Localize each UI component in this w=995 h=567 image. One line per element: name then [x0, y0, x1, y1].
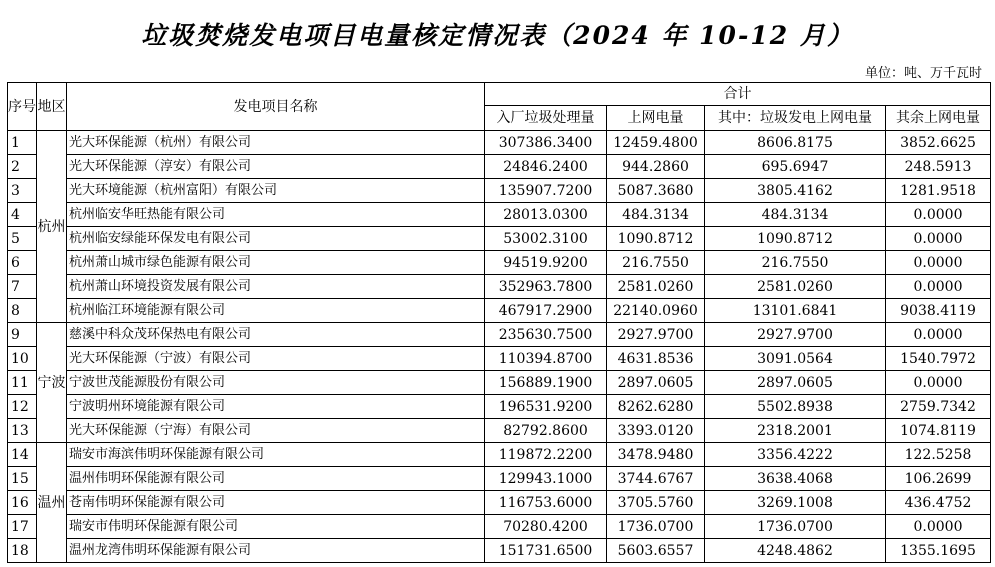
- garbage-grid-power: 3805.4162: [705, 179, 886, 203]
- project-name: 光大环境能源（杭州富阳）有限公司: [67, 179, 485, 203]
- other-grid-power: 106.2699: [886, 467, 991, 491]
- grid-power: 5087.3680: [607, 179, 705, 203]
- table-row: [8, 515, 991, 539]
- other-grid-power: 436.4752: [886, 491, 991, 515]
- grid-power: 2927.9700: [607, 323, 705, 347]
- garbage-grid-power: 3356.4222: [705, 443, 886, 467]
- garbage-grid-power: 2581.0260: [705, 275, 886, 299]
- grid-power: 3705.5760: [607, 491, 705, 515]
- other-grid-power: 248.5913: [886, 155, 991, 179]
- table-row: [8, 131, 991, 155]
- other-grid-power: 1281.9518: [886, 179, 991, 203]
- region-cell: 杭州: [37, 131, 67, 323]
- header-grid: 上网电量: [607, 106, 705, 131]
- header-project-name: 发电项目名称: [67, 83, 485, 131]
- other-grid-power: 0.0000: [886, 227, 991, 251]
- garbage-grid-power: 8606.8175: [705, 131, 886, 155]
- garbage-grid-power: 484.3134: [705, 203, 886, 227]
- grid-power: 22140.0960: [607, 299, 705, 323]
- row-index: 7: [8, 275, 37, 299]
- header-garbage-grid: 其中：垃圾发电上网电量: [705, 106, 886, 131]
- garbage-grid-power: 3091.0564: [705, 347, 886, 371]
- project-name: 杭州临安绿能环保发电有限公司: [67, 227, 485, 251]
- waste-volume: 307386.3400: [485, 131, 607, 155]
- row-index: 1: [8, 131, 37, 155]
- row-index: 10: [8, 347, 37, 371]
- other-grid-power: 0.0000: [886, 515, 991, 539]
- row-index: 5: [8, 227, 37, 251]
- row-index: 9: [8, 323, 37, 347]
- garbage-grid-power: 2897.0605: [705, 371, 886, 395]
- waste-volume: 24846.2400: [485, 155, 607, 179]
- header-region: 地区: [37, 83, 67, 131]
- row-index: 4: [8, 203, 37, 227]
- other-grid-power: 122.5258: [886, 443, 991, 467]
- grid-power: 3393.0120: [607, 419, 705, 443]
- grid-power: 8262.6280: [607, 395, 705, 419]
- garbage-grid-power: 5502.8938: [705, 395, 886, 419]
- garbage-grid-power: 695.6947: [705, 155, 886, 179]
- garbage-grid-power: 1736.0700: [705, 515, 886, 539]
- waste-volume: 119872.2200: [485, 443, 607, 467]
- other-grid-power: 3852.6625: [886, 131, 991, 155]
- row-index: 18: [8, 539, 37, 563]
- table-row: [8, 395, 991, 419]
- row-index: 17: [8, 515, 37, 539]
- waste-volume: 151731.6500: [485, 539, 607, 563]
- grid-power: 2897.0605: [607, 371, 705, 395]
- row-index: 15: [8, 467, 37, 491]
- waste-volume: 135907.7200: [485, 179, 607, 203]
- waste-volume: 129943.1000: [485, 467, 607, 491]
- other-grid-power: 0.0000: [886, 323, 991, 347]
- grid-power: 1736.0700: [607, 515, 705, 539]
- waste-volume: 156889.1900: [485, 371, 607, 395]
- table-row: [8, 275, 991, 299]
- project-name: 光大环保能源（宁波）有限公司: [67, 347, 485, 371]
- table-row: [8, 347, 991, 371]
- table-row: [8, 155, 991, 179]
- region-cell: 温州: [37, 443, 67, 563]
- other-grid-power: 0.0000: [886, 203, 991, 227]
- table-row: [8, 179, 991, 203]
- project-name: 慈溪中科众茂环保热电有限公司: [67, 323, 485, 347]
- table-row: [8, 371, 991, 395]
- project-name: 杭州萧山城市绿色能源有限公司: [67, 251, 485, 275]
- waste-volume: 467917.2900: [485, 299, 607, 323]
- unit-note: 单位：吨、万千瓦时: [864, 66, 982, 81]
- table-row: [8, 491, 991, 515]
- waste-volume: 94519.9200: [485, 251, 607, 275]
- table-row: [8, 203, 991, 227]
- waste-volume: 196531.9200: [485, 395, 607, 419]
- header-waste: 入厂垃圾处理量: [485, 106, 607, 131]
- other-grid-power: 0.0000: [886, 275, 991, 299]
- project-name: 宁波明州环境能源有限公司: [67, 395, 485, 419]
- grid-power: 3478.9480: [607, 443, 705, 467]
- other-grid-power: 2759.7342: [886, 395, 991, 419]
- other-grid-power: 1540.7972: [886, 347, 991, 371]
- project-name: 温州龙湾伟明环保能源有限公司: [67, 539, 485, 563]
- garbage-grid-power: 3269.1008: [705, 491, 886, 515]
- project-name: 光大环保能源（淳安）有限公司: [67, 155, 485, 179]
- header-total: 合计: [485, 83, 991, 106]
- waste-volume: 28013.0300: [485, 203, 607, 227]
- project-name: 光大环保能源（宁海）有限公司: [67, 419, 485, 443]
- project-name: 宁波世茂能源股份有限公司: [67, 371, 485, 395]
- project-name: 苍南伟明环保能源有限公司: [67, 491, 485, 515]
- row-index: 8: [8, 299, 37, 323]
- other-grid-power: 0.0000: [886, 251, 991, 275]
- row-index: 3: [8, 179, 37, 203]
- garbage-grid-power: 2927.9700: [705, 323, 886, 347]
- row-index: 16: [8, 491, 37, 515]
- row-index: 13: [8, 419, 37, 443]
- garbage-grid-power: 3638.4068: [705, 467, 886, 491]
- table-row: [8, 539, 991, 563]
- table-row: [8, 251, 991, 275]
- grid-power: 944.2860: [607, 155, 705, 179]
- other-grid-power: 1074.8119: [886, 419, 991, 443]
- project-name: 温州伟明环保能源有限公司: [67, 467, 485, 491]
- table-row: [8, 443, 991, 467]
- grid-power: 1090.8712: [607, 227, 705, 251]
- table-row: [8, 227, 991, 251]
- project-name: 光大环保能源（杭州）有限公司: [67, 131, 485, 155]
- grid-power: 5603.6557: [607, 539, 705, 563]
- table-row: [8, 467, 991, 491]
- grid-power: 12459.4800: [607, 131, 705, 155]
- waste-volume: 70280.4200: [485, 515, 607, 539]
- garbage-grid-power: 216.7550: [705, 251, 886, 275]
- project-name: 杭州临江环境能源有限公司: [67, 299, 485, 323]
- row-index: 2: [8, 155, 37, 179]
- grid-power: 216.7550: [607, 251, 705, 275]
- data-table: [7, 82, 991, 563]
- grid-power: 3744.6767: [607, 467, 705, 491]
- row-index: 11: [8, 371, 37, 395]
- row-index: 14: [8, 443, 37, 467]
- grid-power: 484.3134: [607, 203, 705, 227]
- project-name: 杭州临安华旺热能有限公司: [67, 203, 485, 227]
- waste-volume: 53002.3100: [485, 227, 607, 251]
- header-seq: 序号: [8, 83, 37, 131]
- header-row-top: [8, 83, 991, 106]
- garbage-grid-power: 13101.6841: [705, 299, 886, 323]
- waste-volume: 116753.6000: [485, 491, 607, 515]
- garbage-grid-power: 4248.4862: [705, 539, 886, 563]
- row-index: 12: [8, 395, 37, 419]
- waste-volume: 235630.7500: [485, 323, 607, 347]
- region-cell: 宁波: [37, 323, 67, 443]
- grid-power: 2581.0260: [607, 275, 705, 299]
- table-row: [8, 419, 991, 443]
- grid-power: 4631.8536: [607, 347, 705, 371]
- project-name: 杭州萧山环境投资发展有限公司: [67, 275, 485, 299]
- waste-volume: 82792.8600: [485, 419, 607, 443]
- waste-volume: 352963.7800: [485, 275, 607, 299]
- project-name: 瑞安市伟明环保能源有限公司: [67, 515, 485, 539]
- other-grid-power: 0.0000: [886, 371, 991, 395]
- project-name: 瑞安市海滨伟明环保能源有限公司: [67, 443, 485, 467]
- header-other-grid: 其余上网电量: [886, 106, 991, 131]
- other-grid-power: 9038.4119: [886, 299, 991, 323]
- page-title: 垃圾焚烧发电项目电量核定情况表（2024 年 10-12 月）: [141, 21, 854, 50]
- garbage-grid-power: 2318.2001: [705, 419, 886, 443]
- row-index: 6: [8, 251, 37, 275]
- garbage-grid-power: 1090.8712: [705, 227, 886, 251]
- other-grid-power: 1355.1695: [886, 539, 991, 563]
- table-row: [8, 299, 991, 323]
- waste-volume: 110394.8700: [485, 347, 607, 371]
- table-row: [8, 323, 991, 347]
